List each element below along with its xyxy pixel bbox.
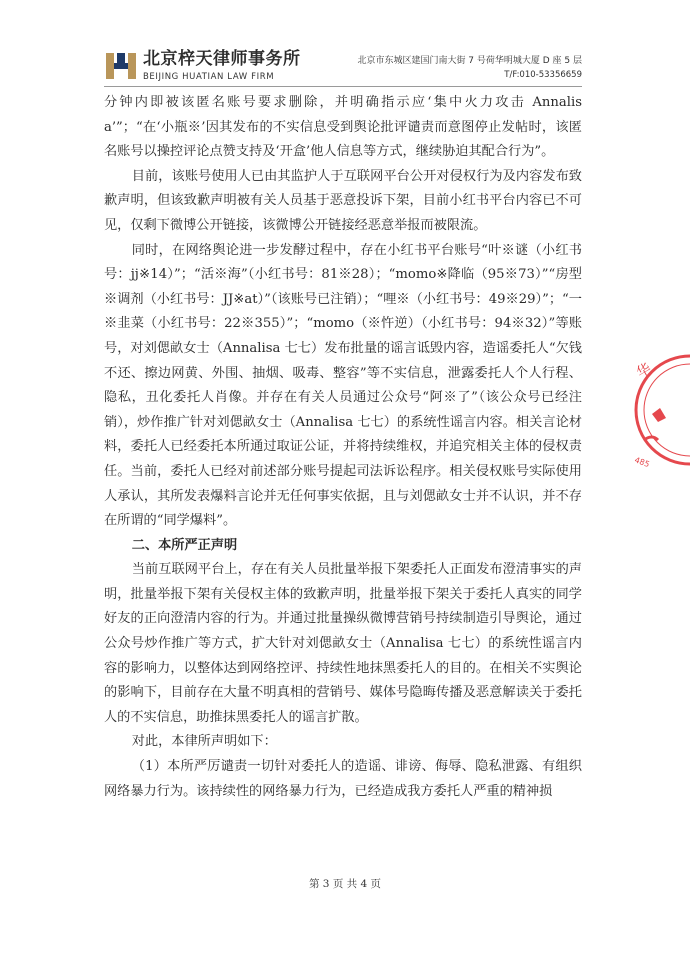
- paragraph-declaration-item-1: （1）本所严厉谴责一切针对委托人的造谣、诽谤、侮辱、隐私泄露、有组织网络暴力行为。该持续性的网络暴力行为，已经造成我方委托人严重的精神损: [104, 759, 582, 799]
- svg-text:华: 华: [634, 360, 655, 382]
- header-divider: [104, 86, 582, 87]
- svg-text:485: 485: [633, 455, 651, 470]
- firm-name-cn: 北京梓天律师事务所: [143, 49, 301, 69]
- firm-telephone: T/F:010-53356659: [504, 70, 582, 80]
- paragraph-infringing-accounts: 同时，在网络舆论进一步发酵过程中，存在小红书平台账号“叶※谜（小红书号：jj※14）”；“活※海”（小红书号：81※28）；“momo※降临（95※73）”“房型※调剂（小红书号：JJ※at）”（该账号已注销）；“哩※（小红书号：49※29）”；“一※韭菜（小红书号：22※355）”；“momo（※忤逆）（小红书号：94※32）”等账号，对刘偲畝女士（Annalisa 七七）发布批量的谣言诋毁内容，造谣委托人“欠钱不还、擦边网黄、外围、抽烟、吸毒、整容”等不实信息，泄露委托人个人行程、隐私，丑化委托人肖像。并存在有关人员通过公众号“阿※了”（该公众号已经注销），炒作推广针对刘偲畝女士（Annalisa 七七）的系统性谣言内容。相关言论材料，委托人已经委托本所通过取证公证，并将持续维权，并追究相关主体的侵权责任。当前，委托人已经对前述部分账号提起司法诉讼程序。相关侵权账号实际使用人承认，其所发表爆料言论并无任何事实依据，且与刘偲畝女士并不认识，并不存在所谓的“同学爆料”。: [104, 242, 582, 529]
- firm-logo-icon: [104, 49, 138, 83]
- letter-body: [104, 91, 582, 804]
- paragraph-apology-status: 目前，该账号使用人已由其监护人于互联网平台公开对侵权行为及内容发布致歉声明，但该致歉声明被有关人员基于恶意投诉下架，目前小红书平台内容已不可见，仅剩下微博公开链接，该微博公开链接经恶意举报而被限流。: [104, 168, 582, 233]
- section-heading: 二、本所严正声明: [131, 537, 238, 553]
- page-number: 第 3 页 共 4 页: [308, 878, 382, 890]
- paragraph-declaration-intro: 对此，本律所声明如下：: [131, 734, 277, 750]
- law-firm-seal: [630, 350, 690, 470]
- firm-address: 北京市东城区建国门南大街 7 号荷华明城大厦 D 座 5 层: [357, 56, 582, 66]
- firm-name-en: BEIJING HUATIAN LAW FIRM: [143, 72, 275, 82]
- paragraph-platform-situation: 当前互联网平台上，存在有关人员批量举报下架委托人正面发布澄清事实的声明，批量举报下架有关侵权主体的致歉声明，批量举报下架关于委托人真实的同学好友的正向澄清内容的行为。并通过批量操纵微博营销号持续制造引导舆论，通过公众号炒作推广等方式，扩大针对刘偲畝女士（Annalisa 七七）的系统性谣言内容的影响力，以整体达到网络控评、持续性地抹黑委托人的目的。在相关不实舆论的影响下，目前存在大量不明真相的营销号、媒体号隐晦传播及恶意解读关于委托人的不实信息，助推抹黑委托人的谣言扩散。: [104, 562, 582, 725]
- paragraph-continued: 分钟内即被该匿名账号要求删除，并明确指示应‘集中火力攻击 Annalisa’”；“在‘小瓶※’因其发布的不实信息受到舆论批评谴责而意图停止发帖时，该匿名账号以操控评论点赞支持及‘开盒’他人信息等方式，继续胁迫其配合行为”。: [104, 95, 582, 160]
